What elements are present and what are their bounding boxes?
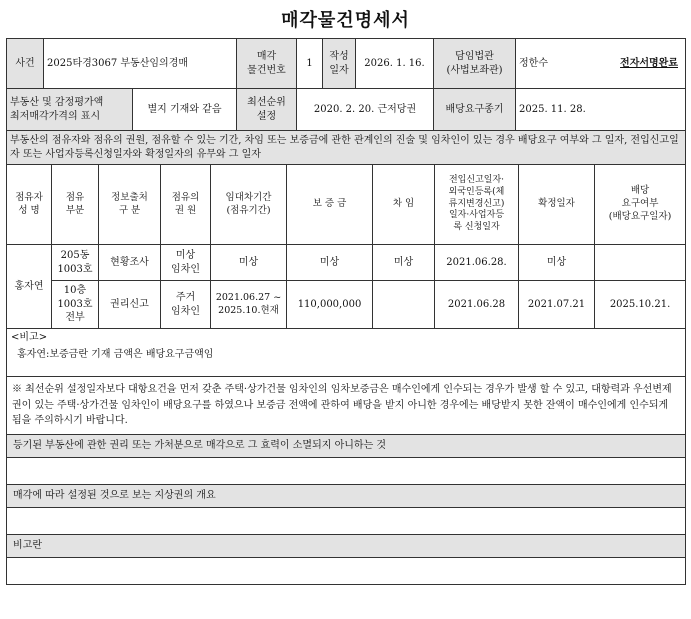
row1-part	[52, 245, 99, 281]
row1-right-text: 미상 임차인	[171, 250, 200, 275]
written-date-label	[323, 39, 356, 89]
header-dividend	[595, 165, 686, 245]
header-occupant	[7, 165, 52, 245]
sale-number-label	[237, 39, 297, 89]
row1-fixed-date: 미상	[519, 245, 595, 281]
row1-right	[161, 245, 211, 281]
header-move-in-text: 전입신고일자· 외국인등록(체 류지변경신고) 일자·사업자등 록 신청일자	[448, 175, 505, 233]
header-deposit: 보 증 금	[287, 165, 373, 245]
row1-deposit: 미상	[287, 245, 373, 281]
sale-number: 1	[297, 39, 323, 89]
dividend-deadline-value: 2025. 11. 28.	[516, 89, 686, 131]
remarks-label: <비고>	[11, 332, 48, 343]
sale-statement-document	[6, 38, 685, 585]
header-fixed-date: 확정일자	[519, 165, 595, 245]
section-surface-title: 매각에 따라 설정된 것으로 보는 지상권의 개요	[7, 485, 686, 508]
header-period-text: 임대차기간 (점유기간)	[225, 191, 272, 216]
judge-name: 정한수	[519, 57, 548, 69]
case-info-table	[6, 38, 686, 89]
judge-label	[434, 39, 516, 89]
table-row	[7, 245, 686, 281]
occupancy-intro: 부동산의 점유자와 점유의 권원, 점유할 수 있는 기간, 차임 또는 보증금에 관한 관계인의 진술 및 임차인이 있는 경우 배당요구 여부와 그 일자, 전입신고일자 또는 사업자등록신청일자와 확정일자의 유무와 그 일자	[7, 131, 686, 165]
occupant-name: 홍자연	[7, 245, 52, 329]
case-label: 사건	[7, 39, 44, 89]
priority-table	[6, 88, 686, 131]
appraisal-value: 별지 기재와 같음	[133, 89, 237, 131]
priority-label	[237, 89, 297, 131]
row2-fixed-date: 2021.07.21	[519, 281, 595, 329]
occupancy-table	[6, 130, 686, 585]
header-move-in	[435, 165, 519, 245]
appraisal-label	[7, 89, 133, 131]
row1-rent: 미상	[373, 245, 435, 281]
notice-text: ※ 최선순위 설정일자보다 대항요건을 먼저 갖춘 주택·상가건물 임차인의 임차보증금은 매수인에게 인수되는 경우가 발생 할 수 있고, 대항력과 우선변제권이 있는 주택·상가건물 임차인이 배당요구를 하였으나 보증금 전액에 관하여 배당을 받지 아니한 경우에는 배당받지 못한 잔액이 매수인에게 인수되게 됨을 주의하시기 바랍니다.	[7, 377, 686, 435]
row2-right	[161, 281, 211, 329]
remarks-text: 홍자연:보증금란 기재 금액은 배당요구금액임	[17, 348, 214, 360]
remarks-block	[7, 329, 686, 377]
row2-period-text: 2021.06.27 ~ 2025.10.현재	[215, 291, 282, 316]
header-part	[52, 165, 99, 245]
judge-label-text: 담임법관 (사법보좌관)	[446, 51, 503, 76]
judge-cell	[516, 39, 686, 89]
header-occupant-text: 점유자 성 명	[15, 191, 43, 216]
header-rent: 차 임	[373, 165, 435, 245]
header-right-text: 점유의 권 원	[171, 191, 200, 216]
section-remarks-body	[7, 558, 686, 585]
row1-source: 현황조사	[99, 245, 161, 281]
row2-source: 권리신고	[99, 281, 161, 329]
header-period	[211, 165, 287, 245]
priority-label-text: 최선순위 설정	[247, 97, 286, 122]
dividend-deadline-label: 배당요구종기	[434, 89, 516, 131]
row2-move-in: 2021.06.28	[435, 281, 519, 329]
section-rights-title: 등기된 부동산에 관한 권리 또는 가처분으로 매각으로 그 효력이 소멸되지 아니하는 것	[7, 435, 686, 458]
section-remarks-title: 비고란	[7, 535, 686, 558]
row1-period: 미상	[211, 245, 287, 281]
written-date: 2026. 1. 16.	[356, 39, 434, 89]
header-right	[161, 165, 211, 245]
row2-rent	[373, 281, 435, 329]
header-source	[99, 165, 161, 245]
row1-part-text: 205동 1003호	[57, 250, 93, 275]
row1-move-in: 2021.06.28.	[435, 245, 519, 281]
section-surface-body	[7, 508, 686, 535]
header-source-text: 정보출처 구 분	[111, 191, 148, 216]
header-part-text: 점유 부분	[65, 191, 85, 216]
electronic-signature: 전자서명완료	[620, 57, 678, 69]
row1-dividend	[595, 245, 686, 281]
appraisal-label-text: 부동산 및 감정평가액 최저매각가격의 표시	[10, 97, 104, 122]
header-dividend-text: 배당 요구여부 (배당요구일자)	[608, 185, 672, 222]
written-date-label-text: 작성 일자	[329, 51, 349, 76]
document-title: 매각물건명세서	[281, 10, 410, 31]
row2-period	[211, 281, 287, 329]
row2-part	[52, 281, 99, 329]
row2-right-text: 주거 임차인	[171, 292, 200, 317]
section-rights-body	[7, 458, 686, 485]
priority-value: 2020. 2. 20. 근저당권	[297, 89, 434, 131]
sale-number-label-text: 매각 물건번호	[247, 51, 286, 76]
row2-part-text: 10층 1003호 전부	[57, 285, 93, 324]
case-number: 2025타경3067 부동산임의경매	[44, 39, 237, 89]
table-row	[7, 281, 686, 329]
row2-deposit: 110,000,000	[287, 281, 373, 329]
row2-dividend: 2025.10.21.	[595, 281, 686, 329]
